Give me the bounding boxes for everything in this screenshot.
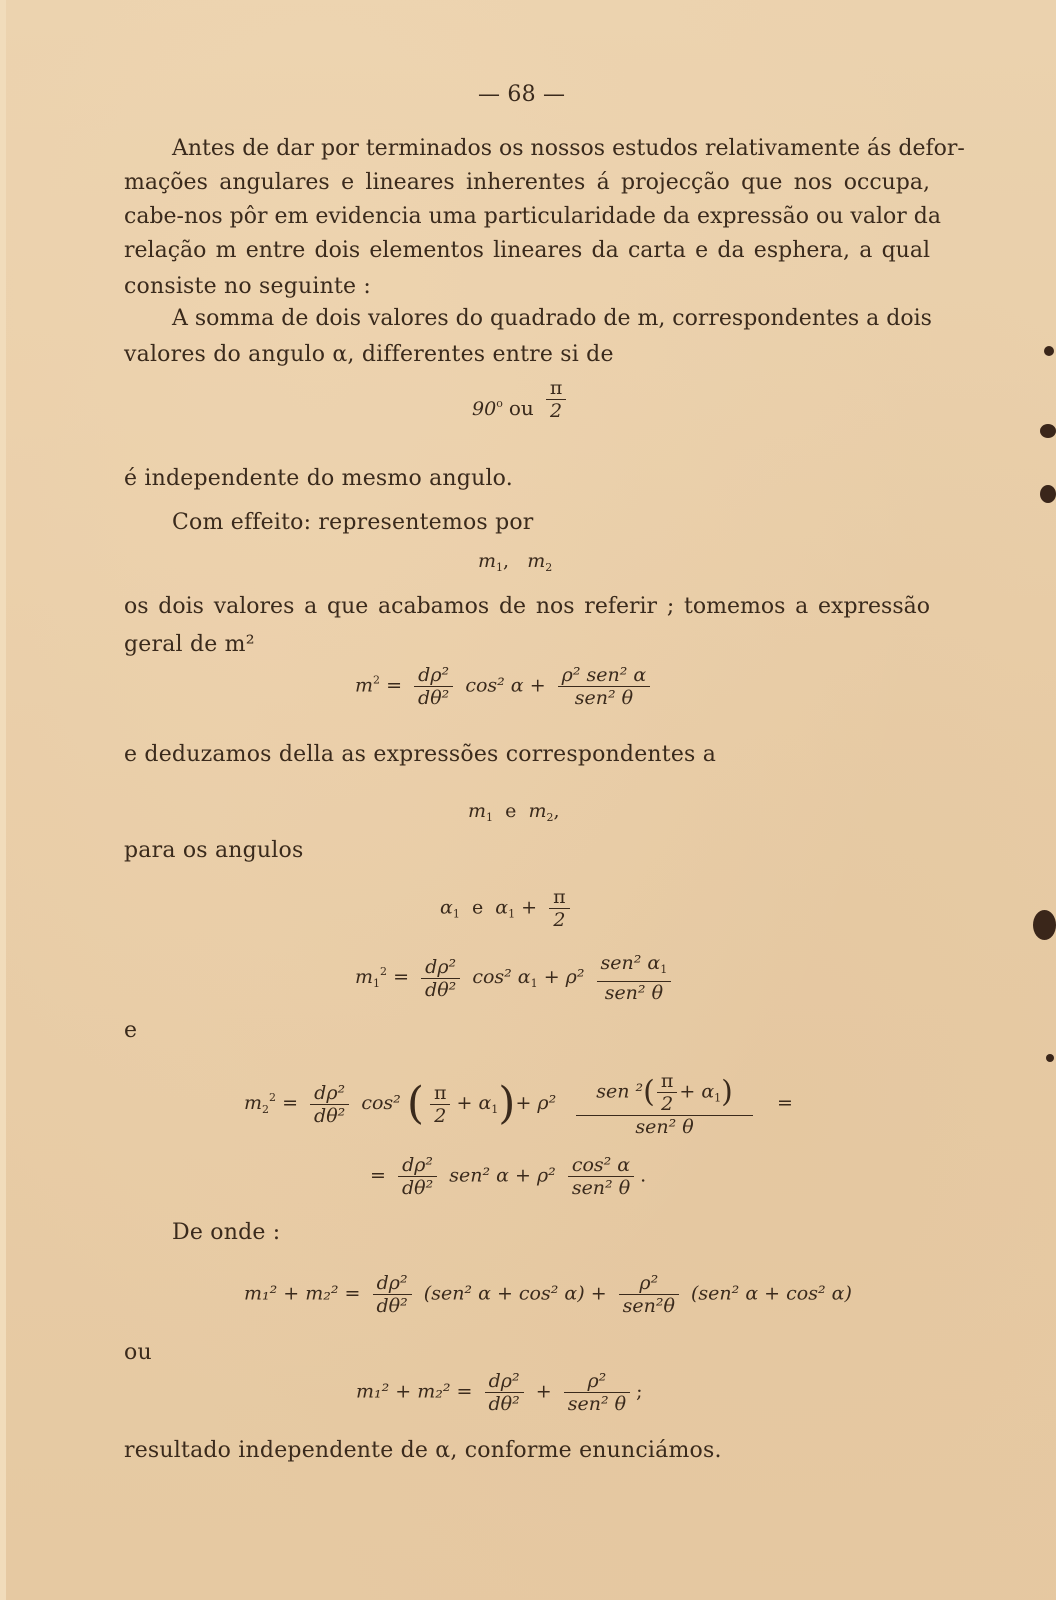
ink-blot	[1040, 424, 1056, 438]
paragraph-1-line-1: Antes de dar por terminados os nossos estudos relativamente ás defor-	[172, 136, 965, 161]
equation-m1-m2: $m_1$, $m_2$	[478, 550, 553, 574]
line-para-os-angulos: para os angulos	[124, 838, 304, 863]
equation-angle-difference: 90$^o$ ou $\frac{\pi}{2}$	[472, 396, 572, 422]
ink-blot	[1046, 1054, 1054, 1062]
paragraph-1-line-5: consiste no seguinte :	[124, 274, 372, 299]
line-de-onde: De onde :	[172, 1220, 281, 1245]
paragraph-1-line-2: mações angulares e lineares inherentes á projecção que nos occupa,	[124, 170, 930, 195]
ink-blot	[1040, 485, 1056, 503]
pi-over-2: $\frac{\pi}{2}$	[546, 377, 567, 422]
ou-word: ou	[508, 396, 534, 420]
page-edge	[0, 0, 6, 1600]
deg-value: 90	[472, 398, 497, 420]
paragraph-2-line-2: valores do angulo α, differentes entre si de	[124, 342, 614, 367]
line-com-effeito: Com effeito: representemos por	[172, 510, 534, 535]
equation-sum-final: m₁² + m₂² = $\frac{\text{dρ²}}{\text{dθ²}}$ + $\frac{\text{ρ²}}{\text{sen² θ}}$ ;	[356, 1370, 643, 1415]
equation-m1-squared: $m_1^2$ = $\frac{\text{dρ²}}{\text{dθ²}}$ cos² $\alpha_1 + \rho^2$ $\frac{sen^2 \alpha_1}{\text{sen² θ}}$	[355, 952, 677, 1004]
equation-m1-e-m2: $m_1$ e $m_2$,	[468, 800, 560, 824]
paragraph-3-line-1: os dois valores a que acabamos de nos referir ; tomemos a expressão	[124, 594, 930, 619]
ink-blot	[1033, 910, 1056, 940]
paragraph-2-line-1: A somma de dois valores do quadrado de m, correspondentes a dois	[172, 306, 932, 331]
line-e: e	[124, 1018, 138, 1043]
line-resultado: resultado independente de α, conforme enunciámos.	[124, 1438, 722, 1463]
ink-blot	[1044, 346, 1054, 356]
equation-sum-expanded: m₁² + m₂² = $\frac{\text{dρ²}}{\text{dθ²}}$ (sen² α + cos² α) + $\frac{\text{ρ²}}{\text{sen²θ}}$ (sen² α + cos² α)	[244, 1272, 852, 1317]
page-number: — 68 —	[478, 82, 566, 107]
line-deduzamos: e deduzamos della as expressões correspondentes a	[124, 742, 717, 767]
paragraph-1-line-4: relação m entre dois elementos lineares da carta e da esphera, a qual	[124, 238, 930, 263]
equation-m2-squared: $m_2^2$ = $\frac{\text{dρ²}}{\text{dθ²}}$ cos² ( $\frac{\pi}{2}$ + $\alpha_1)+ \rho^2$ sen ²( $\frac{\pi}{2}$ + $\alpha_1$) sen² θ =	[244, 1070, 793, 1138]
equation-angles: $\alpha_1$ e $\alpha_1$ + $\frac{\pi}{2}$	[440, 886, 576, 931]
paragraph-3-line-2: geral de m²	[124, 632, 255, 657]
line-ou: ou	[124, 1340, 152, 1365]
equation-general-m-squared: $m^2$ = $\frac{\text{dρ²}}{\text{dθ²}}$ cos² α + $\frac{\text{ρ² sen² α}}{\text{sen² θ}}$	[355, 664, 656, 709]
equation-m2-squared-simplified: = $\frac{\text{dρ²}}{\text{dθ²}}$ sen² α + ρ² $\frac{\text{cos² α}}{\text{sen² θ}}$ .	[370, 1154, 647, 1199]
paragraph-1-line-3: cabe-nos pôr em evidencia uma particularidade da expressão ou valor da	[124, 204, 941, 229]
line-independent: é independente do mesmo angulo.	[124, 466, 513, 491]
